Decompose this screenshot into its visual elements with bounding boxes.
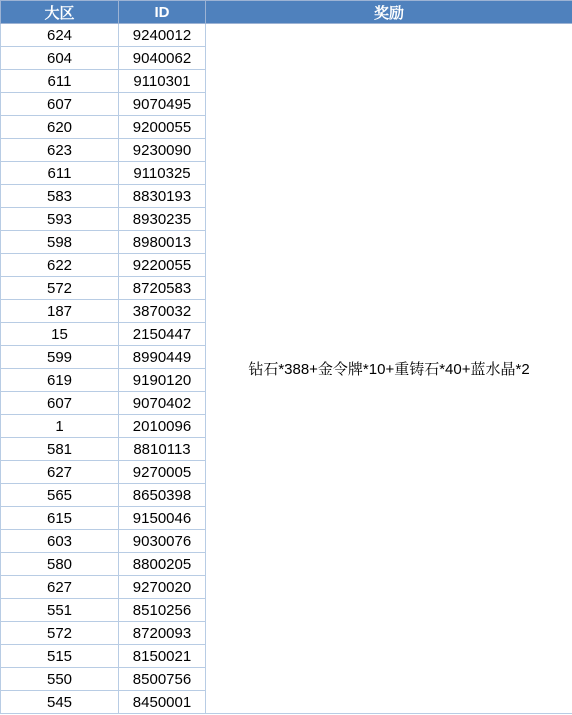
cell-id: 9040062 <box>119 47 206 70</box>
cell-region: 581 <box>1 438 119 461</box>
header-region: 大区 <box>1 1 119 24</box>
cell-region: 593 <box>1 208 119 231</box>
cell-id: 2150447 <box>119 323 206 346</box>
cell-id: 8500756 <box>119 668 206 691</box>
cell-id: 9110301 <box>119 70 206 93</box>
cell-region: 607 <box>1 392 119 415</box>
cell-id: 8930235 <box>119 208 206 231</box>
cell-id: 9110325 <box>119 162 206 185</box>
cell-id: 9220055 <box>119 254 206 277</box>
cell-id: 9190120 <box>119 369 206 392</box>
cell-region: 572 <box>1 622 119 645</box>
cell-id: 8150021 <box>119 645 206 668</box>
cell-region: 565 <box>1 484 119 507</box>
cell-region: 620 <box>1 116 119 139</box>
cell-id: 8830193 <box>119 185 206 208</box>
cell-id: 9200055 <box>119 116 206 139</box>
cell-region: 615 <box>1 507 119 530</box>
cell-region: 551 <box>1 599 119 622</box>
cell-region: 580 <box>1 553 119 576</box>
cell-id: 8650398 <box>119 484 206 507</box>
cell-region: 515 <box>1 645 119 668</box>
cell-id: 9270005 <box>119 461 206 484</box>
cell-region: 623 <box>1 139 119 162</box>
cell-region: 599 <box>1 346 119 369</box>
cell-id: 8990449 <box>119 346 206 369</box>
cell-id: 8720093 <box>119 622 206 645</box>
cell-id: 8800205 <box>119 553 206 576</box>
cell-region: 187 <box>1 300 119 323</box>
cell-region: 627 <box>1 576 119 599</box>
cell-reward: 钻石*388+金令牌*10+重铸石*40+蓝水晶*2 <box>206 24 572 714</box>
table-row <box>1 24 572 47</box>
cell-region: 598 <box>1 231 119 254</box>
cell-id: 9070402 <box>119 392 206 415</box>
cell-region: 604 <box>1 47 119 70</box>
cell-region: 619 <box>1 369 119 392</box>
header-id: ID <box>119 1 206 24</box>
table-body <box>1 24 572 714</box>
cell-id: 8450001 <box>119 691 206 714</box>
cell-id: 9030076 <box>119 530 206 553</box>
cell-id: 9150046 <box>119 507 206 530</box>
cell-region: 583 <box>1 185 119 208</box>
cell-region: 550 <box>1 668 119 691</box>
cell-id: 9240012 <box>119 24 206 47</box>
cell-id: 9070495 <box>119 93 206 116</box>
cell-region: 1 <box>1 415 119 438</box>
cell-region: 611 <box>1 70 119 93</box>
cell-id: 8810113 <box>119 438 206 461</box>
header-reward: 奖励 <box>206 1 572 24</box>
cell-region: 603 <box>1 530 119 553</box>
cell-region: 545 <box>1 691 119 714</box>
cell-id: 9270020 <box>119 576 206 599</box>
cell-id: 3870032 <box>119 300 206 323</box>
cell-region: 611 <box>1 162 119 185</box>
cell-region: 627 <box>1 461 119 484</box>
cell-id: 8510256 <box>119 599 206 622</box>
cell-region: 624 <box>1 24 119 47</box>
cell-id: 9230090 <box>119 139 206 162</box>
cell-id: 8720583 <box>119 277 206 300</box>
cell-id: 8980013 <box>119 231 206 254</box>
cell-region: 15 <box>1 323 119 346</box>
cell-region: 622 <box>1 254 119 277</box>
cell-region: 572 <box>1 277 119 300</box>
cell-region: 607 <box>1 93 119 116</box>
cell-id: 2010096 <box>119 415 206 438</box>
header-row <box>1 1 572 24</box>
